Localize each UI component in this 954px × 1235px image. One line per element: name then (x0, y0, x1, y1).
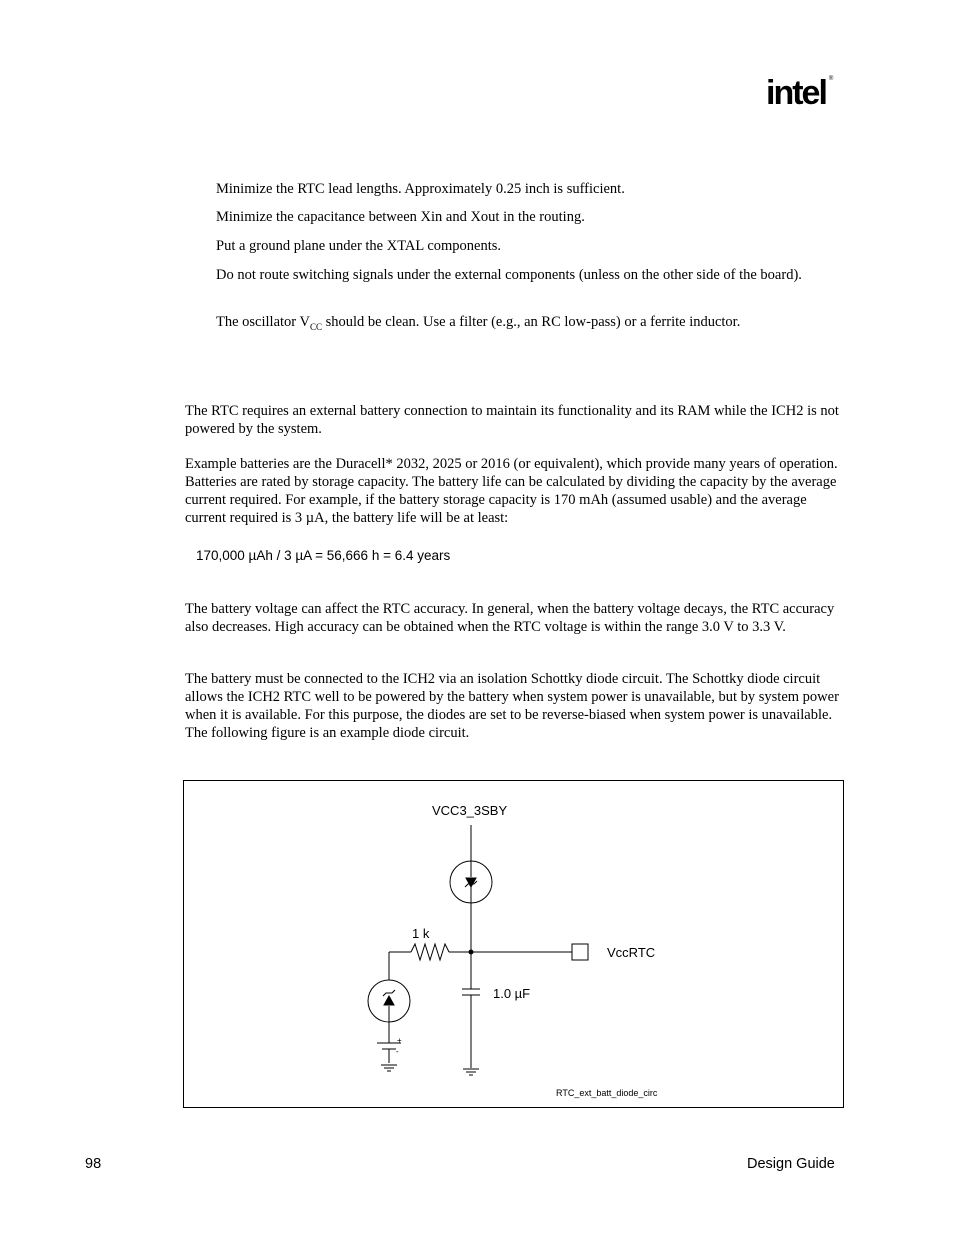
figure-caption: RTC_ext_batt_diode_circ (556, 1088, 658, 1098)
resistor-label: 1 k (412, 926, 430, 941)
output-label: VccRTC (607, 945, 656, 960)
doc-title: Design Guide (747, 1156, 835, 1172)
bullet-oscillator-vcc: The oscillator $V_{CC}$ should be clean. Use a filter (e.g., an RC low-pass) or a ferrite inductor. (216, 314, 741, 332)
vccrtc-pin (572, 944, 588, 960)
resistor-1k (411, 944, 449, 960)
paragraph-battery-voltage: The battery voltage can affect the RTC accuracy. In general, when the battery voltage decays, the RTC accuracy also decreases. High accuracy can be obtained when the RTC voltage is within the range 3.0 V to 3.3 V. (185, 601, 835, 635)
junction-dot (469, 950, 473, 954)
bullet-switching-signals: Do not route switching signals under the external components (unless on the other side of the board). (216, 267, 802, 283)
bullet-capacitance: Minimize the capacitance between Xin and Xout in the routing. (216, 209, 585, 225)
paragraph-example-batteries: Example batteries are the Duracell* 2032, 2025 or 2016 (or equivalent), which provide many years of operation. Batteries are rated by storage capacity. The battery life can be calculated by dividing the capacity by the average current required. For example, if the battery storage capacity is 170 mAh (assumed usable) and the average current required is 3 µA, the battery life will be at least: (185, 456, 838, 526)
battery-life-formula: 170,000 µAh / 3 µA = 56,666 h = 6.4 years (196, 548, 451, 563)
battery-minus: - (396, 1047, 399, 1056)
intel-logo: intel ® (766, 74, 834, 112)
diode-circuit-figure (183, 780, 844, 1108)
paragraph-schottky-circuit: The battery must be connected to the ICH2 via an isolation Schottky diode circuit. The Schottky diode circuit allows the ICH2 RTC well to be powered by the battery when system power is unavailable, but by system power when it is available. For this purpose, the diodes are set to be reverse-biased when system power is unavailable. The following figure is an example diode circuit. (185, 671, 839, 741)
registered-mark: ® (828, 76, 834, 82)
vcc-label: VCC3_3SBY (432, 803, 508, 818)
diode-battery-triangle (384, 996, 394, 1005)
page-number: 98 (85, 1156, 102, 1172)
paragraph-battery-requirement: The RTC requires an external battery connection to maintain its functionality and its RAM while the ICH2 is not powered by the system. (185, 403, 839, 437)
diode-top-triangle (466, 878, 476, 887)
bullet-ground-plane: Put a ground plane under the XTAL components. (216, 238, 502, 254)
battery-plus: + (397, 1036, 402, 1045)
bullet-lead-length: Minimize the RTC lead lengths. Approximately 0.25 inch is sufficient. (216, 181, 625, 197)
circuit-schematic (184, 781, 845, 1109)
capacitor-label: 1.0 µF (493, 986, 531, 1001)
